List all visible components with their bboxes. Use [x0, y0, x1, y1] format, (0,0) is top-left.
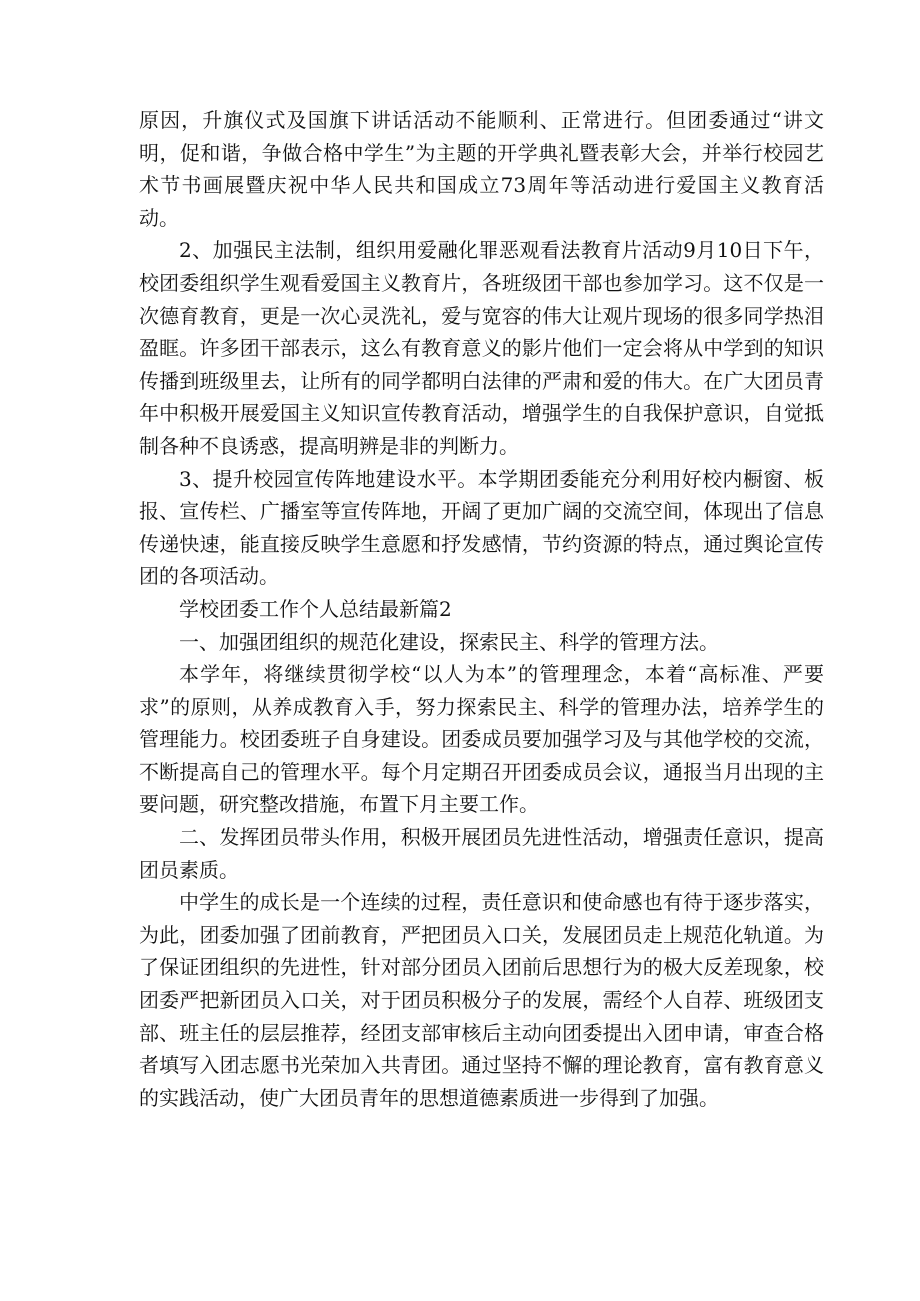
subheading-one: 一、加强团组织的规范化建设，探索民主、科学的管理方法。	[179, 629, 719, 654]
paragraph-growth: 中学生的成长是一个连续的过程，责任意识和使命感也有待于逐步落实，为此，团委加强了团前教育，严把团员入口关，发展团员走上规范化轨道。为了保证团组织的先进性，针对部分团员入团前后思想行为的极大反差现象，校团委严把新团员入口关，对于团员积极分子的发展，需经个人自荐、班级团支部、班主任的层层推荐，经团支部审核后主动向团委提出入团申请，审查合格者填写入团志愿书光荣加入共青团。通过坚持不懈的理论教育，富有教育意义的实践活动，使广大团员青年的思想道德素质进一步得到了加强。	[139, 890, 824, 1110]
paragraph-continuation: 原因，升旗仪式及国旗下讲话活动不能顺利、正常进行。但团委通过“讲文明，促和谐，争做合格中学生”为主题的开学典礼暨表彰大会，并举行校园艺术节书画展暨庆祝中华人民共和国成立73周年等活动进行爱国主义教育活动。	[139, 108, 824, 230]
paragraph-item-3: 3、提升校园宣传阵地建设水平。本学期团委能充分利用好校内橱窗、板报、宣传栏、广播室等宣传阵地，开阔了更加广阔的交流空间，体现出了信息传递快速，能直接反映学生意愿和抒发感情，节约资源的特点，通过舆论宣传团的各项活动。	[139, 466, 824, 589]
paragraph-item-2: 2、加强民主法制，组织用爱融化罪恶观看法教育片活动9月10日下午，校团委组织学生观看爱国主义教育片，各班级团干部也参加学习。这不仅是一次德育教育，更是一次心灵洗礼，爱与宽容的伟大让观片现场的很多同学热泪盈眶。许多团干部表示，这么有教育意义的影片他们一定会将从中学到的知识传播到班级里去，让所有的同学都明白法律的严肃和爱的伟大。在广大团员青年中积极开展爱国主义知识宣传教育活动，增强学生的自我保护意识，自觉抵制各种不良诱惑，提高明辨是非的判断力。	[139, 238, 824, 458]
section-title: 学校团委工作个人总结最新篇2	[179, 596, 452, 621]
paragraph-management: 本学年，将继续贯彻学校“以人为本”的管理理念，本着“高标准、严要求”的原则，从养成教育入手，努力探索民主、科学的管理办法，培养学生的管理能力。校团委班子自身建设。团委成员要加强学习及与其他学校的交流，不断提高自己的管理水平。每个月定期召开团委成员会议，通报当月出现的主要问题，研究整改措施，布置下月主要工作。	[139, 662, 824, 817]
subheading-two: 二、发挥团员带头作用，积极开展团员先进性活动，增强责任意识，提高团员素质。	[139, 825, 824, 882]
document-body	[139, 104, 824, 1114]
